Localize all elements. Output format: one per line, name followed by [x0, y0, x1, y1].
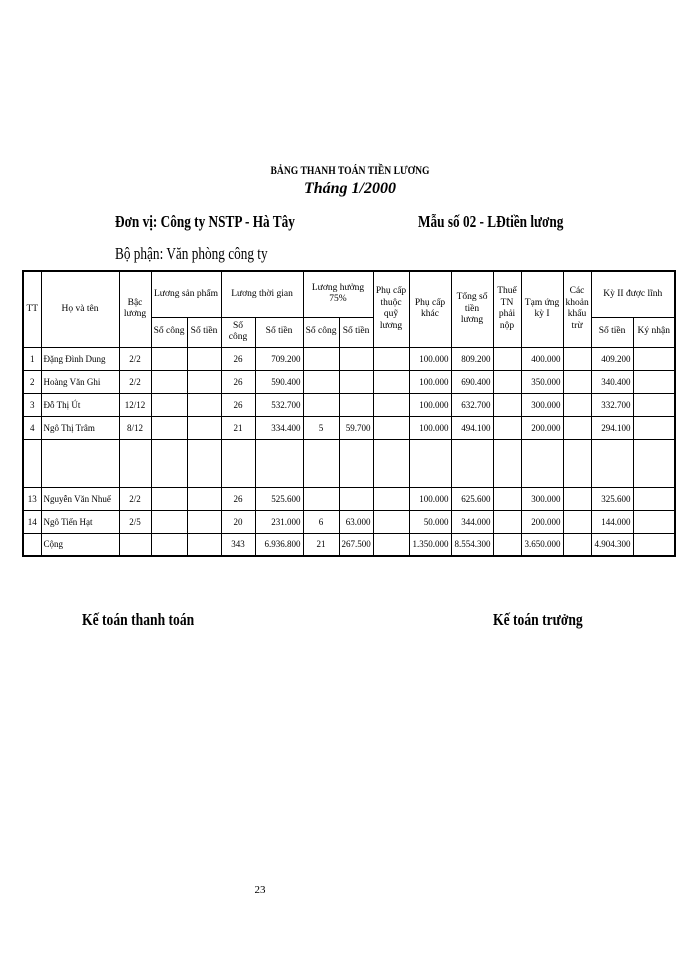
col-advance: Tạm ứng kỳ I	[521, 271, 563, 347]
col-name: Họ và tên	[41, 271, 119, 347]
col-product-wage: Lương sản phẩm	[151, 271, 221, 317]
table-row: 1 Đặng Đình Dung 2/2 26 709.200 100.000 809.200 400.000 409.200	[23, 347, 675, 370]
col-time-wage: Lương thời gian	[221, 271, 303, 317]
col-period2-signature: Ký nhận	[633, 317, 675, 347]
table-row-gap	[23, 439, 675, 487]
col-fund-allowance: Phụ cấp thuộc quỹ lương	[373, 271, 409, 347]
total-label: Cộng	[41, 533, 119, 556]
table-row: 13 Nguyễn Văn Nhuế 2/2 26 525.600 100.000 625.600 300.000 325.600	[23, 487, 675, 510]
col-other-allowance: Phụ cấp khác	[409, 271, 451, 347]
document-title: BẢNG THANH TOÁN TIỀN LƯƠNG	[270, 163, 430, 177]
unit-label: Đơn vị: Công ty NSTP - Hà Tây	[115, 212, 295, 231]
document-subtitle: Tháng 1/2000	[303, 180, 396, 197]
col-tt: TT	[23, 271, 41, 347]
col-time-amount: Số tiền	[255, 317, 303, 347]
col-w75-workdays: Số công	[303, 317, 339, 347]
department-label: Bộ phận: Văn phòng công ty	[115, 244, 268, 263]
page-number: 23	[254, 884, 266, 896]
table-row: 2 Hoàng Văn Ghi 2/2 26 590.400 100.000 690.400 350.000 340.400	[23, 370, 675, 393]
col-w75-amount: Số tiền	[339, 317, 373, 347]
signer-payroll-accountant: Kế toán thanh toán	[82, 610, 195, 629]
col-period2: Kỳ II được lĩnh	[591, 271, 675, 317]
col-period2-amount: Số tiền	[591, 317, 633, 347]
form-number: Mẫu số 02 - LĐtiền lương	[418, 212, 564, 231]
col-grade: Bậc lương	[119, 271, 151, 347]
col-wage-75: Lương hưởng 75%	[303, 271, 373, 317]
table-row: 3 Đỗ Thị Út 12/12 26 532.700 100.000 632.700 300.000 332.700	[23, 393, 675, 416]
payroll-table	[22, 270, 676, 557]
col-income-tax: Thuế TN phải nộp	[493, 271, 521, 347]
col-total-wage: Tổng số tiền lương	[451, 271, 493, 347]
table-row: 4 Ngô Thị Trâm 8/12 21 334.400 5 59.700 100.000 494.100 200.000 294.100	[23, 416, 675, 439]
col-time-workdays: Số công	[221, 317, 255, 347]
col-product-workdays: Số công	[151, 317, 187, 347]
table-row: 14 Ngô Tiến Hạt 2/5 20 231.000 6 63.000 50.000 344.000 200.000 144.000	[23, 510, 675, 533]
col-deductions: Các khoản khấu trừ	[563, 271, 591, 347]
col-product-amount: Số tiền	[187, 317, 221, 347]
table-total-row: Cộng 343 6.936.800 21 267.500 1.350.000 8.554.300 3.650.000 4.904.300	[23, 533, 675, 556]
signer-chief-accountant: Kế toán trưởng	[493, 610, 583, 629]
